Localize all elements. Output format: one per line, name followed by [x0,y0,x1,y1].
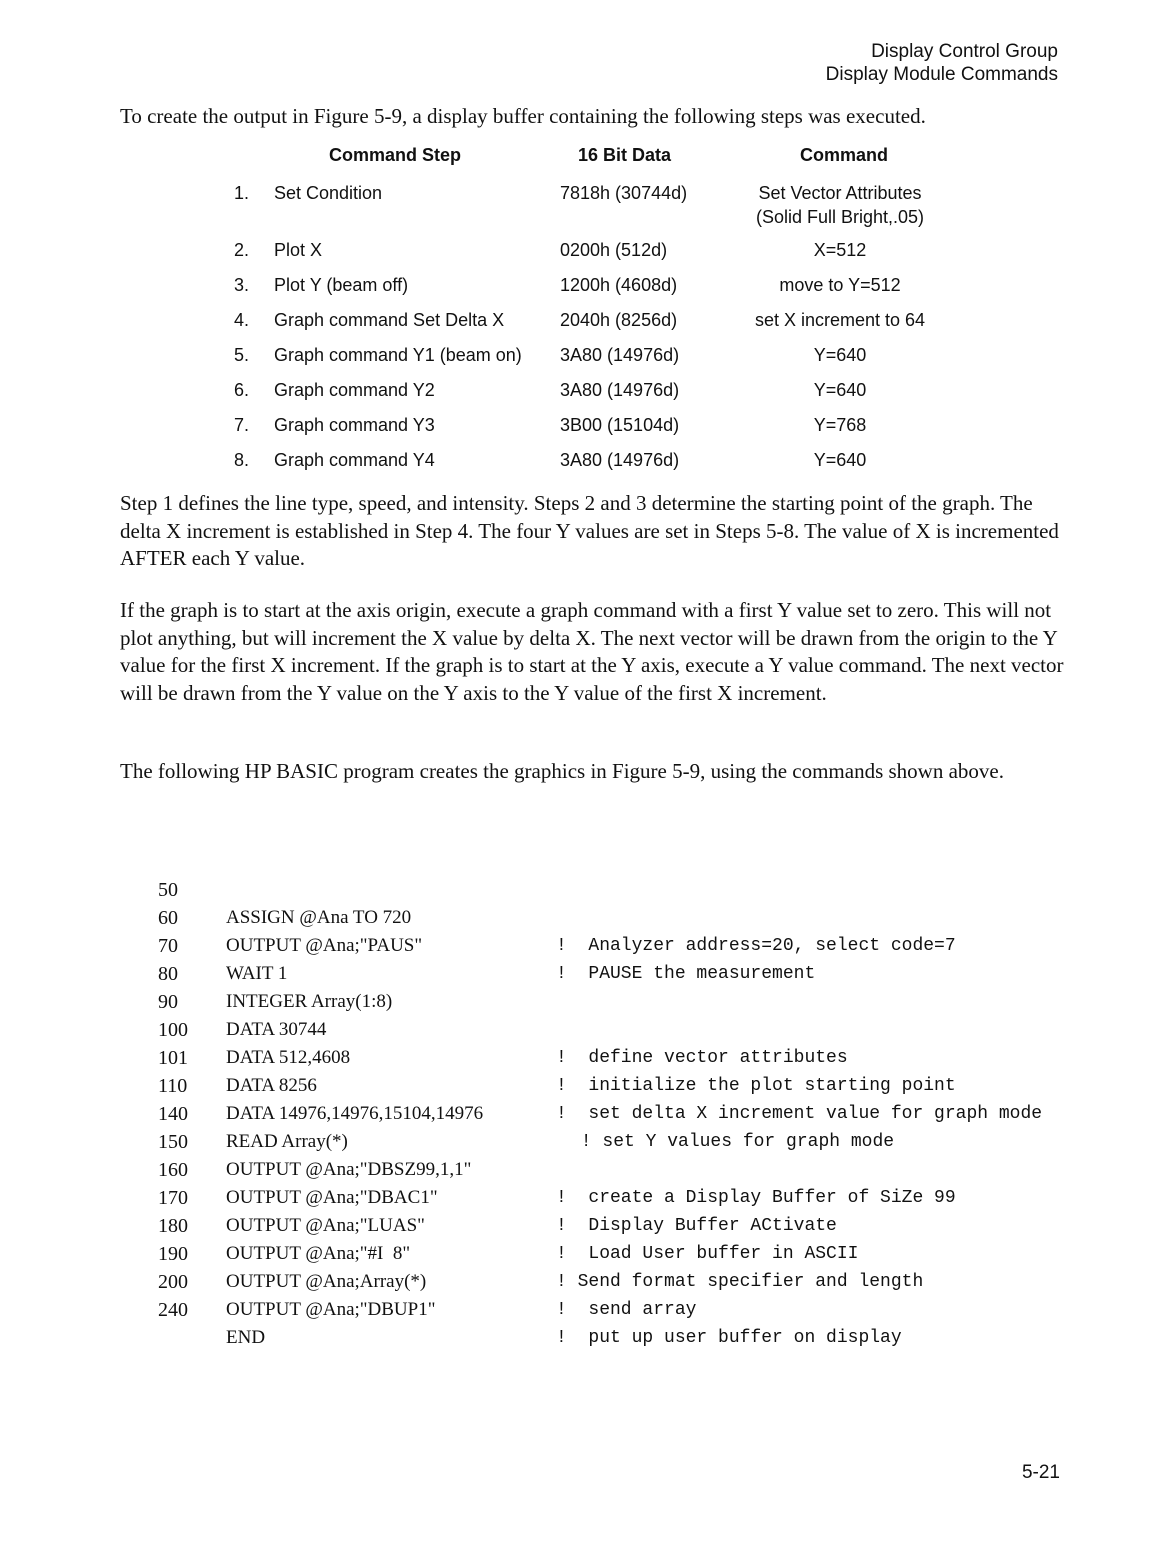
step-name: Set Condition [274,183,383,203]
line-number: 80 [158,963,178,985]
step-name: Plot X [274,240,323,260]
step-number: 8. [234,450,250,470]
step-command-line2: (Solid Full Bright,.05) [755,207,925,227]
line-number: 200 [158,1271,188,1293]
step-number: 7. [234,415,250,435]
line-number: 90 [158,991,178,1013]
comment: ! Send format specifier and length [556,1272,924,1292]
page-number: 5-21 [1021,1462,1060,1483]
line-number: 150 [158,1131,188,1153]
comment: ! define vector attributes [556,1048,848,1068]
statement: OUTPUT @Ana;Array(*) [226,1271,427,1292]
line-number: 140 [158,1103,188,1125]
statement: READ Array(*) [226,1131,348,1152]
step-data: 3A80 (14976d) [560,450,680,470]
step-command: set X increment to 64 [754,310,926,330]
step-name: Graph command Y2 [274,380,435,400]
statement: OUTPUT @Ana;"PAUS" [226,935,423,956]
step-command: Y=640 [813,450,867,470]
step-number: 1. [234,183,250,203]
statement: OUTPUT @Ana;"#I 8" [226,1243,411,1264]
step-number: 5. [234,345,250,365]
line-number: 60 [158,907,178,929]
table-row [0,343,1176,373]
statement: OUTPUT @Ana;"DBUP1" [226,1299,436,1320]
statement: ASSIGN @Ana TO 720 [226,907,412,928]
line-number: 240 [158,1299,188,1321]
comment: ! Analyzer address=20, select code=7 [556,936,956,956]
table-row [0,378,1176,408]
header-group: Display Control Group [871,41,1058,62]
table-row [0,238,1176,268]
comment: ! PAUSE the measurement [556,964,816,984]
statement: INTEGER Array(1:8) [226,991,393,1012]
line-number: 101 [158,1047,188,1069]
comment: ! Display Buffer ACtivate [556,1216,837,1236]
comment: ! set Y values for graph mode [570,1132,895,1152]
step-name: Graph command Set Delta X [274,310,505,330]
step-name: Graph command Y3 [274,415,435,435]
paragraph-step-explanation: Step 1 defines the line type, speed, and intensity. Steps 2 and 3 determine the starting point of the graph. The delta X increment is established in Step 4. The four Y values are set in Steps 5-8. The value of X is incremented AFTER each Y value. [120,491,1059,570]
table-row [0,181,1176,227]
step-data: 3A80 (14976d) [560,345,680,365]
header-command-step: Command Step [329,145,462,165]
line-number: 50 [158,879,178,901]
table-row [0,308,1176,338]
header-section: Display Module Commands [825,64,1058,85]
line-number: 190 [158,1243,188,1265]
step-data: 2040h (8256d) [560,310,678,330]
comment: ! set delta X increment value for graph mode [556,1104,1043,1124]
statement: DATA 8256 [226,1075,317,1096]
step-command-line1: Set Vector Attributes [758,183,922,203]
step-data: 1200h (4608d) [560,275,678,295]
line-number: 110 [158,1075,188,1097]
intro-paragraph: To create the output in Figure 5-9, a display buffer containing the following steps was executed. [120,104,926,128]
step-command: X=512 [813,240,867,260]
step-number: 6. [234,380,250,400]
statement: OUTPUT @Ana;"LUAS" [226,1215,425,1236]
statement: OUTPUT @Ana;"DBSZ99,1,1" [226,1159,472,1180]
statement: END [226,1327,266,1348]
statement: WAIT 1 [226,963,288,984]
line-number: 160 [158,1159,188,1181]
step-command [720,181,960,229]
step-data: 0200h (512d) [560,240,668,260]
comment: ! Load User buffer in ASCII [556,1244,859,1264]
table-row [0,448,1176,478]
header-16-bit-data: 16 Bit Data [578,145,672,165]
comment: ! send array [556,1300,697,1320]
header-command: Command [800,145,889,165]
line-number: 180 [158,1215,188,1237]
step-number: 3. [234,275,250,295]
comment: ! initialize the plot starting point [556,1076,956,1096]
table-row [0,273,1176,303]
line-number: 70 [158,935,178,957]
step-command: Y=640 [813,380,867,400]
step-command: move to Y=512 [779,275,901,295]
step-name: Graph command Y4 [274,450,435,470]
paragraph-program-intro: The following HP BASIC program creates the graphics in Figure 5-9, using the commands shown above. [120,759,1004,783]
step-data: 3A80 (14976d) [560,380,680,400]
step-data: 7818h (30744d) [560,183,688,203]
running-header [826,40,1058,86]
step-number: 2. [234,240,250,260]
statement: DATA 512,4608 [226,1047,351,1068]
step-command: Y=768 [813,415,867,435]
step-name: Graph command Y1 (beam on) [274,345,522,365]
comment: ! put up user buffer on display [556,1328,902,1348]
step-name: Plot Y (beam off) [274,275,409,295]
statement: DATA 30744 [226,1019,327,1040]
paragraph-graph-origin: If the graph is to start at the axis origin, execute a graph command with a first Y value set to zero. This will not plot anything, but will increment the X value by delta X. The next vector will be drawn from the origin to the Y value for the first X increment. If the graph is to start at the Y axis, execute a Y value command. The next vector will be drawn from the Y value on the Y axis to the Y value of the first X increment. [120,598,1064,705]
step-command: Y=640 [813,345,867,365]
step-data: 3B00 (15104d) [560,415,680,435]
table-row [0,413,1176,443]
statement: OUTPUT @Ana;"DBAC1" [226,1187,438,1208]
statement: DATA 14976,14976,15104,14976 [226,1103,484,1124]
step-number: 4. [234,310,250,330]
comment: ! create a Display Buffer of SiZe 99 [556,1188,956,1208]
line-number: 170 [158,1187,188,1209]
line-number: 100 [158,1019,188,1041]
